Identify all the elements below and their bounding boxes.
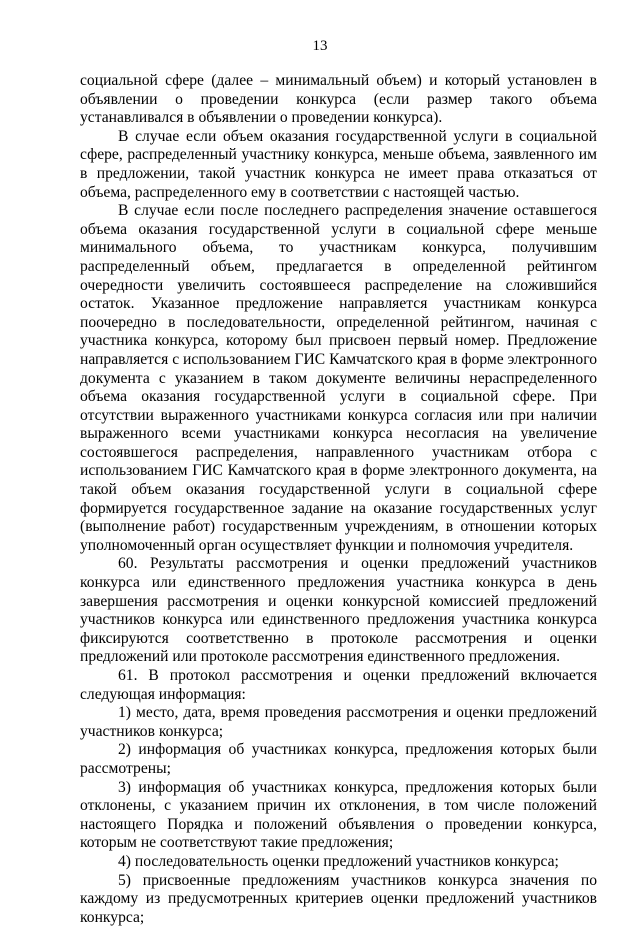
list-item-3: 3) информация об участниках конкурса, предложения которых были отклонены, с указанием причин их отклонения, в том числе положений настоящего Порядка и положений объявления о проведении конкурса, которым не соответствуют такие предложения; [80,778,597,852]
paragraph-remaining-volume: В случае если после последнего распределения значение оставшегося объема оказания государственной услуги в социальной сфере меньше минимального объема, то участникам конкурса, получившим распределенный объем, предлагается в определенной рейтингом очередности увеличить состоявшееся распределение на сложившийся остаток. Указанное предложение направляется участникам конкурса поочередно в последовательности, определенной рейтингом, начиная с участника конкурса, которому был присвоен первый номер. Предложение направляется с использованием ГИС Камчатского края в форме электронного документа с указанием в таком документе величины нераспределенного объема оказания государственной услуги в социальной сфере. При отсутствии выраженного участниками конкурса согласия или при наличии выраженного всеми участниками конкурса несогласия на увеличение состоявшегося распределения, направленного участникам отбора с использованием ГИС Камчатского края в форме электронного документа, на такой объем оказания государственной услуги в социальной сфере формируется государственное задание на оказание государственных услуг (выполнение работ) государственным учреждениям, в отношении которых уполномоченный орган осуществляет функции и полномочия учредителя. [80,202,597,554]
page-number: 13 [312,38,328,54]
paragraph-61: 61. В протокол рассмотрения и оценки предложений включается следующая информация: [80,667,597,703]
list-item-5: 5) присвоенные предложениям участников конкурса значения по каждому из предусмотренных критериев оценки предложений участников конкурса; [80,871,597,926]
list-item-1: 1) место, дата, время проведения рассмотрения и оценки предложений участников конкурса; [80,704,597,740]
list-item-4: 4) последовательность оценки предложений участников конкурса; [118,852,559,870]
list-item-2: 2) информация об участниках конкурса, предложения которых были рассмотрены; [80,741,597,777]
paragraph-continuation: социальной сфере (далее – минимальный объем) и который установлен в объявлении о проведении конкурса (если размер такого объема устанавливался в объявлении о проведении конкурса). [80,72,597,127]
paragraph-volume-refusal: В случае если объем оказания государственной услуги в социальной сфере, распределенный участнику конкурса, меньше объема, заявленного им в предложении, такой участник конкурса не имеет права отказаться от объема, распределенного ему в соответствии с настоящей частью. [80,127,597,201]
paragraph-60: 60. Результаты рассмотрения и оценки предложений участников конкурса или единственного предложения участника конкурса в день завершения рассмотрения и оценки конкурсной комиссией предложений участников конкурса или единственного предложения участника конкурса фиксируются соответственно в протоколе рассмотрения и оценки предложений или протоколе рассмотрения единственного предложения. [80,555,597,666]
document-body [80,72,597,927]
